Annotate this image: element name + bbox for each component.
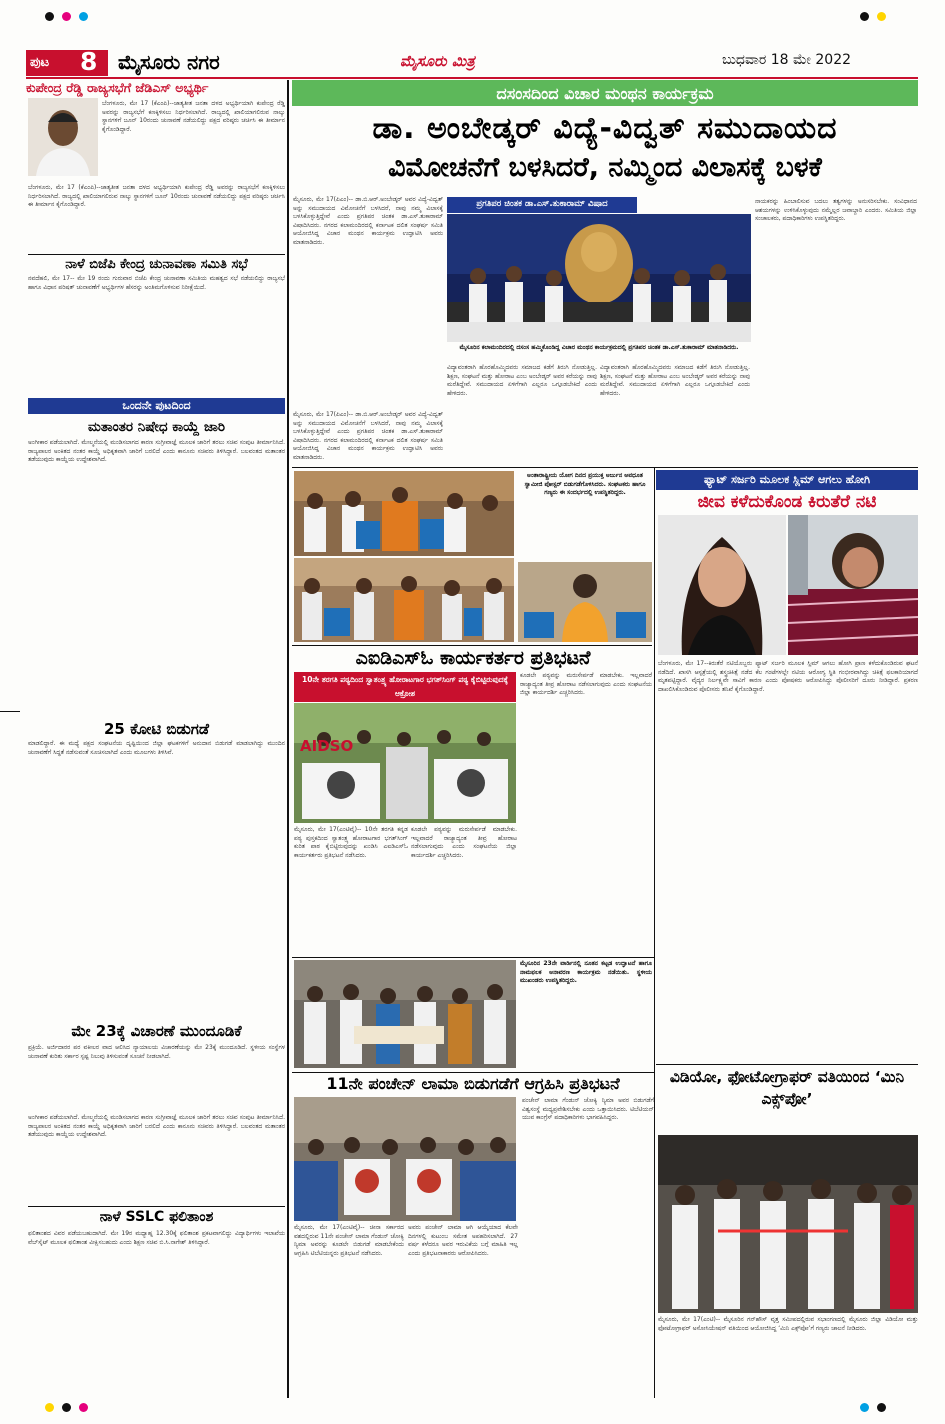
story-body: ಬೆಂಗಳೂರು, ಮೇ 17 (ಕೆಎಂಪಿ)--ಜಾತ್ಯತೀತ ಜನತಾ ದಳದ ಅಭ್ಯರ್ಥಿಯಾಗಿ ಕುಪೇಂದ್ರ ರೆಡ್ಡಿ ಅವರನ್ನು ರಾಜ್ಯಸಭೆಗೆ ಕಣಕ್ಕಿಳಿಸಲು ನಿರ್ಧರಿಸಲಾಗಿದೆ. ರಾಜ್ಯದಲ್ಲಿ ಖಾಲಿಯಾಗಲಿರುವ ನಾಲ್ಕು ಸ್ಥಾನಗಳಿಗೆ ಜೂನ್ 10ರಂದು ಚುನಾವಣೆ ನಡೆಯಲಿದ್ದು ಪಕ್ಷದ ವರಿಷ್ಠರು ಚರ್ಚಿಸಿ ಈ ತೀರ್ಮಾನ ಕೈಗೊಂಡಿದ್ದಾರೆ. [102,100,285,133]
event-stage-photo [447,214,751,342]
expo-inauguration-photo [658,1135,918,1313]
page-number: 8 [80,47,98,76]
registration-dot [860,1403,869,1412]
column-divider [287,80,289,1398]
story-body: ಮಾಡಲಿದ್ದಾರೆ. ಈ ಮಧ್ಯೆ ಪಕ್ಷದ ಸಂಘಟನೆಯ ದೃಷ್ಟಿಯಿಂದ ಜಿಲ್ಲಾ ಘಟಕಗಳಿಗೆ ಅನುದಾನ ಬಿಡುಗಡೆ ಮಾಡಲಾಗಿದ್ದು ಮುಂದಿನ ಚುನಾವಣೆಗೆ ಸಿದ್ಧತೆ ನಡೆಸುವಂತೆ ಸೂಚಿಸಲಾಗಿದೆ ಎಂದು ಮೂಲಗಳು ತಿಳಿಸಿವೆ. [28,740,285,756]
registration-dot [62,1403,71,1412]
section-rule [656,1064,918,1065]
panchen-body-right: ಪಂಚೇನ್ ಲಾಮಾ ಗೆಂಡುನ್ ಚೋಕ್ಯಿ ನ್ಯಿಮಾ ಅವರ ಬಿಡುಗಡೆಗೆ ವಿಶ್ವಸಂಸ್ಥೆ ಮಧ್ಯಪ್ರವೇಶಿಸಬೇಕು ಎಂದು ಒತ್ತಾಯಿಸಿದರು. ಟಿಬೆಟಿಯನ್ ಯುವ ಕಾಂಗ್ರೆಸ್ ಪದಾಧಿಕಾರಿಗಳು ಭಾಗವಹಿಸಿದ್ದರು. [522,1097,654,1122]
newspaper-name: ಮೈಸೂರು ಮಿತ್ರ [400,52,475,70]
masthead-rule [26,77,918,79]
main-body-mid-2: ವಿದ್ಯಾವಂತರಾಗಿ ಹೊರಹೊಮ್ಮಿದವರು ಸಮಾಜದ ಕಡೆಗೆ ತಿರುಗಿ ನೋಡುತ್ತಿಲ್ಲ. ಶಿಕ್ಷಣ, ಸಂಘಟನೆ ಮತ್ತು ಹೋರಾಟ ಎಂಬ ಅಂಬೇಡ್ಕರ್ ಅವರ ಕರೆಯನ್ನು ನಾವು ಮರೆತಿದ್ದೇವೆ. ಸಮುದಾಯದ ಏಳಿಗೆಗಾಗಿ ಎಲ್ಲರೂ ಒಗ್ಗೂಡಬೇಕಿದೆ ಎಂದು ಹೇಳಿದರು. [600,364,750,397]
aidso-body-right: ಕೂಡಲೇ ಪಠ್ಯವನ್ನು ಮರುಸೇರ್ಪಡೆ ಮಾಡಬೇಕು. ಇಲ್ಲವಾದರೆ ರಾಜ್ಯಾದ್ಯಂತ ತೀವ್ರ ಹೋರಾಟ ನಡೆಸಲಾಗುವುದು ಎಂದು ಸಂಘಟನೆಯ ಜಿಲ್ಲಾ ಕಾರ್ಯದರ್ಶಿ ಎಚ್ಚರಿಸಿದರು. [520,672,652,697]
panchen-headline: 11ನೇ ಪಂಚೇನ್ ಲಾಮಾ ಬಿಡುಗಡೆಗೆ ಆಗ್ರಹಿಸಿ ಪ್ರತಿಭಟನೆ [326,1074,620,1093]
story-headline: ಮೇ 23ಕ್ಕೆ ವಿಚಾರಣೆ ಮುಂದೂಡಿಕೆ [71,1022,242,1040]
registration-dot [45,1403,54,1412]
main-body-mid: ವಿದ್ಯಾವಂತರಾಗಿ ಹೊರಹೊಮ್ಮಿದವರು ಸಮಾಜದ ಕಡೆಗೆ ತಿರುಗಿ ನೋಡುತ್ತಿಲ್ಲ. ಶಿಕ್ಷಣ, ಸಂಘಟನೆ ಮತ್ತು ಹೋರಾಟ ಎಂಬ ಅಂಬೇಡ್ಕರ್ ಅವರ ಕರೆಯನ್ನು ನಾವು ಮರೆತಿದ್ದೇವೆ. ಸಮುದಾಯದ ಏಳಿಗೆಗಾಗಿ ಎಲ್ಲರೂ ಒಗ್ಗೂಡಬೇಕಿದೆ ಎಂದು ಹೇಳಿದರು. [447,364,597,397]
actress-kicker: ಫ್ಯಾಟ್ ಸರ್ಜರಿ ಮೂಲಕ ಸ್ಲಿಮ್ ಆಗಲು ಹೋಗಿ [704,473,870,486]
yoga-poster-release-photo [294,471,514,556]
panchen-protest-photo [294,1097,516,1221]
registration-dot [860,12,869,21]
yoga-poster-photo [518,562,652,642]
story-separator [28,254,285,255]
ward-event-photo [294,960,516,1068]
story-body-continued: ಬೆಂಗಳೂರು, ಮೇ 17 (ಕೆಎಂಪಿ)--ಜಾತ್ಯತೀತ ಜನತಾ ದಳದ ಅಭ್ಯರ್ಥಿಯಾಗಿ ಕುಪೇಂದ್ರ ರೆಡ್ಡಿ ಅವರನ್ನು ರಾಜ್ಯಸಭೆಗೆ ಕಣಕ್ಕಿಳಿಸಲು ನಿರ್ಧರಿಸಲಾಗಿದೆ. ರಾಜ್ಯದಲ್ಲಿ ಖಾಲಿಯಾಗಲಿರುವ ನಾಲ್ಕು ಸ್ಥಾನಗಳಿಗೆ ಜೂನ್ 10ರಂದು ಚುನಾವಣೆ ನಡೆಯಲಿದ್ದು ಪಕ್ಷದ ವರಿಷ್ಠರು ಚರ್ಚಿಸಿ ಈ ತೀರ್ಮಾನ ಕೈಗೊಂಡಿದ್ದಾರೆ. [28,184,285,209]
registration-dot [45,12,54,21]
registration-dot [62,12,71,21]
main-body-right: ನಾಯಕರನ್ನು ಹಿಂಬಾಲಿಸುವ ಬದಲು ತತ್ವಗಳನ್ನು ಅನುಸರಿಸಬೇಕು. ಸಂವಿಧಾನದ ಆಶಯಗಳನ್ನು ಉಳಿಸಿಕೊಳ್ಳುವುದು ನಮ್ಮೆಲ್ಲರ ಜವಾಬ್ದಾರಿ ಎಂದರು. ಸಮಿತಿಯ ಜಿಲ್ಲಾ ಸಂಚಾಲಕರು, ಪದಾಧಿಕಾರಿಗಳು ಉಪಸ್ಥಿತರಿದ್ದರು. [755,198,917,223]
aidso-subhead: 10ನೇ ತರಗತಿ ಪಠ್ಯದಿಂದ ಸ್ವಾತಂತ್ರ್ಯ ಹೋರಾಟಗಾರ ಭಗತ್‌ಸಿಂಗ್ ಪಠ್ಯ ಕೈಬಿಟ್ಟಿರುವುದಕ್ಕೆ ಆಕ್ರೋಶ [302,675,508,698]
story-body-continued: ಅಂಗೀಕಾರ ಪಡೆಯಲಾಗಿದೆ. ಮೇಲ್ಮನೆಯಲ್ಲಿ ಮಂಡಿಸಲಾಗದ ಕಾರಣ ಸುಗ್ರೀವಾಜ್ಞೆ ಮೂಲಕ ಜಾರಿಗೆ ತರಲು ಸಚಿವ ಸಂಪುಟ ತೀರ್ಮಾನಿಸಿದೆ. ರಾಜ್ಯಪಾಲರ ಅಂಕಿತದ ನಂತರ ಕಾಯ್ದೆ ಅಧಿಕೃತವಾಗಿ ಜಾರಿಗೆ ಬರಲಿದೆ ಎಂದು ಕಾನೂನು ಸಚಿವರು ತಿಳಿಸಿದ್ದಾರೆ. ಬಲವಂತದ ಮತಾಂತರ ತಡೆಯುವುದು ಕಾಯ್ದೆಯ ಉದ್ದೇಶವಾಗಿದೆ. [28,1114,285,1139]
aidso-protest-photo [294,703,516,823]
main-body-left-2: ಮೈಸೂರು, ಮೇ 17(ಪಿಎಂ)-- ಡಾ.ಬಿ.ಆರ್.ಅಂಬೇಡ್ಕರ್ ಅವರ ವಿದ್ಯೆ-ವಿದ್ವತ್ ಅನ್ನು ಸಮುದಾಯದ ವಿಮೋಚನೆಗೆ ಬಳಸಿದರೆ, ನಾವು ನಮ್ಮ ವಿಲಾಸಕ್ಕೆ ಬಳಸಿಕೊಳ್ಳುತ್ತಿದ್ದೇವೆ ಎಂದು ಪ್ರಗತಿಪರ ಚಿಂತಕ ಡಾ.ಎಸ್.ತುಕಾರಾಮ್ ವಿಷಾದಿಸಿದರು. ನಗರದ ಕಲಾಮಂದಿರದಲ್ಲಿ ಕರ್ನಾಟಕ ದಲಿತ ಸಂಘರ್ಷ ಸಮಿತಿ ಆಯೋಜಿಸಿದ್ದ ವಿಚಾರ ಮಂಥನ ಕಾರ್ಯಕ್ರಮ ಉದ್ಘಾಟಿಸಿ ಅವರು ಮಾತನಾಡಿದರು. [293,411,443,461]
aidso-body-left: ಮೈಸೂರು, ಮೇ 17(ಎಂಟಿವೈ)-- 10ನೇ ತರಗತಿ ಕನ್ನಡ ಪಠ್ಯ ಪುಸ್ತಕದಿಂದ ಸ್ವಾತಂತ್ರ್ಯ ಹೋರಾಟಗಾರ ಭಗತ್‌ಸಿಂಗ್ ಕುರಿತ ಪಾಠ ಕೈಬಿಟ್ಟಿರುವುದನ್ನು ಖಂಡಿಸಿ ಎಐಡಿಎಸ್‌ಓ ಕಾರ್ಯಕರ್ತರು ಪ್ರತಿಭಟನೆ ನಡೆಸಿದರು. [294,826,408,859]
registration-dot [877,1403,886,1412]
main-body-left: ಮೈಸೂರು, ಮೇ 17(ಪಿಎಂ)-- ಡಾ.ಬಿ.ಆರ್.ಅಂಬೇಡ್ಕರ್ ಅವರ ವಿದ್ಯೆ-ವಿದ್ವತ್ ಅನ್ನು ಸಮುದಾಯದ ವಿಮೋಚನೆಗೆ ಬಳಸಿದರೆ, ನಾವು ನಮ್ಮ ವಿಲಾಸಕ್ಕೆ ಬಳಸಿಕೊಳ್ಳುತ್ತಿದ್ದೇವೆ ಎಂದು ಪ್ರಗತಿಪರ ಚಿಂತಕ ಡಾ.ಎಸ್.ತುಕಾರಾಮ್ ವಿಷಾದಿಸಿದರು. ನಗರದ ಕಲಾಮಂದಿರದಲ್ಲಿ ಕರ್ನಾಟಕ ದಲಿತ ಸಂಘರ್ಷ ಸಮಿತಿ ಆಯೋಜಿಸಿದ್ದ ವಿಚಾರ ಮಂಥನ ಕಾರ್ಯಕ್ರಮ ಉದ್ಘಾಟಿಸಿ ಅವರು ಮಾತನಾಡಿದರು. [293,196,443,246]
politician-portrait [28,98,98,176]
story-body: ನವದೆಹಲಿ, ಮೇ 17-- ಮೇ 19 ರಂದು ಗುರುವಾರ ಬಿಜೆಪಿ ಕೇಂದ್ರ ಚುನಾವಣಾ ಸಮಿತಿಯ ಮಹತ್ವದ ಸಭೆ ನಡೆಯಲಿದ್ದು ರಾಜ್ಯಸಭೆ ಹಾಗೂ ವಿಧಾನ ಪರಿಷತ್ ಚುನಾವಣೆಗೆ ಅಭ್ಯರ್ಥಿಗಳ ಹೆಸರನ್ನು ಅಂತಿಮಗೊಳಿಸುವ ನಿರೀಕ್ಷೆಯಿದೆ. [28,275,285,291]
panchen-body-mid: ಅವರು ಪಂಚೇನ್ ಲಾಮಾ ಆಗಿ ಆಯ್ಕೆಯಾದ ಕೆಲವೇ ದಿನಗಳಲ್ಲಿ ಕುಟುಂಬ ಸಮೇತ ಅಪಹರಿಸಲಾಗಿದೆ. 27 ವರ್ಷ ಕಳೆದರೂ ಅವರ ಇರುವಿಕೆಯ ಬಗ್ಗೆ ಮಾಹಿತಿ ಇಲ್ಲ ಎಂದು ಪ್ರತಿಭಟನಾಕಾರರು ಆರೋಪಿಸಿದರು. [408,1224,518,1257]
registration-dot [79,12,88,21]
section-divider-label: ಒಂದನೇ ಪುಟದಿಂದ [122,399,191,412]
story-headline: 25 ಕೋಟಿ ಬಿಡುಗಡೆ [103,720,210,738]
story-body: ಫಲಿತಾಂಶದ ವಿವರ ಪಡೆಯಬಹುದಾಗಿದೆ. ಮೇ 19ರ ಮಧ್ಯಾಹ್ನ 12.30ಕ್ಕೆ ಫಲಿತಾಂಶ ಪ್ರಕಟವಾಗಲಿದ್ದು ವಿದ್ಯಾರ್ಥಿಗಳು ಇಲಾಖೆಯ ವೆಬ್‌ಸೈಟ್ ಮೂಲಕ ಫಲಿತಾಂಶ ವೀಕ್ಷಿಸಬಹುದು ಎಂದು ಶಿಕ್ಷಣ ಸಚಿವ ಬಿ.ಸಿ.ನಾಗೇಶ್ ತಿಳಿಸಿದ್ದಾರೆ. [28,1230,285,1246]
section-name: ಮೈಸೂರು ನಗರ [118,50,220,74]
story-headline: ನಾಳೆ SSLC ಫಲಿತಾಂಶ [99,1209,214,1225]
expo-body: ಮೈಸೂರು, ಮೇ 17(ಎಂಟಿ)-- ಮೈಸೂರಿನ ಗನ್‌ಹೌಸ್ ವೃತ್ತ ಸಮೀಪದಲ್ಲಿರುವ ಸಭಾಂಗಣದಲ್ಲಿ ಮೈಸೂರು ಜಿಲ್ಲಾ ವಿಡಿಯೋ ಮತ್ತು ಫೋಟೋಗ್ರಾಫರ್ ಅಸೋಸಿಯೇಷನ್ ವತಿಯಿಂದ ಆಯೋಜಿಸಿದ್ದ ‘ಮಿನಿ ಎಕ್ಸ್‌ಪೋ’ಗೆ ಗಣ್ಯರು ಚಾಲನೆ ನೀಡಿದರು. [658,1316,918,1332]
section-rule [292,957,654,958]
aidso-body-mid: ಕೂಡಲೇ ಪಠ್ಯವನ್ನು ಮರುಸೇರ್ಪಡೆ ಮಾಡಬೇಕು. ಇಲ್ಲವಾದರೆ ರಾಜ್ಯಾದ್ಯಂತ ತೀವ್ರ ಹೋರಾಟ ನಡೆಸಲಾಗುವುದು ಎಂದು ಸಂಘಟನೆಯ ಜಿಲ್ಲಾ ಕಾರ್ಯದರ್ಶಿ ಎಚ್ಚರಿಸಿದರು. [411,826,517,859]
main-kicker: ದಸಂಸದಿಂದ ವಿಚಾರ ಮಂಥನ ಕಾರ್ಯಕ್ರಮ [496,84,714,103]
actress-hospital-photo [788,515,918,655]
main-subhead: ಪ್ರಗತಿಪರ ಚಿಂತಕ ಡಾ.ಎಸ್.ತುಕಾರಾಮ್ ವಿಷಾದ [476,199,608,209]
actress-portrait-photo [658,515,786,655]
photo-caption: ಮೈಸೂರಿನ ಕಲಾಮಂದಿರದಲ್ಲಿ ದಸಂಸ ಹಮ್ಮಿಕೊಂಡಿದ್ದ ವಿಚಾರ ಮಂಥನ ಕಾರ್ಯಕ್ರಮದಲ್ಲಿ ಪ್ರಗತಿಪರ ಚಿಂತಕ ಡಾ.ಎಸ್.ತುಕಾರಾಮ್ ಮಾತನಾಡಿದರು. [459,344,739,351]
story-headline: ನಾಳೆ ಬಿಜೆಪಿ ಕೇಂದ್ರ ಚುನಾವಣಾ ಸಮಿತಿ ಸಭೆ [65,257,248,272]
margin-mark [0,711,20,712]
story-body: ಪ್ರಕ್ರಿಯೆ. ಅರ್ಜಿದಾರರ ಪರ ವಕೀಲರ ವಾದ ಆಲಿಸಿದ ನ್ಯಾಯಾಲಯ ವಿಚಾರಣೆಯನ್ನು ಮೇ 23ಕ್ಕೆ ಮುಂದೂಡಿದೆ. ಸ್ಥಳೀಯ ಸಂಸ್ಥೆಗಳ ಚುನಾವಣೆ ಕುರಿತು ಸರ್ಕಾರ ಸ್ಪಷ್ಟ ನಿಲುವು ತಿಳಿಸುವಂತೆ ಸೂಚನೆ ನೀಡಲಾಗಿದೆ. [28,1044,285,1060]
story-headline: ಮತಾಂತರ ನಿಷೇಧ ಕಾಯ್ದೆ ಜಾರಿ [87,419,225,435]
registration-dot [877,12,886,21]
aidso-headline: ಎಐಡಿಎಸ್‌ಓ ಕಾರ್ಯಕರ್ತರ ಪ್ರತಿಭಟನೆ [355,647,591,669]
issue-date: ಬುಧವಾರ 18 ಮೇ 2022 [722,52,852,68]
actress-story-body: ಬೆಂಗಳೂರು, ಮೇ 17--ಕಿರುತೆರೆ ನಟಿಯೊಬ್ಬರು ಫ್ಯಾಟ್ ಸರ್ಜರಿ ಮೂಲಕ ಸ್ಲಿಮ್ ಆಗಲು ಹೋಗಿ ಪ್ರಾಣ ಕಳೆದುಕೊಂಡಿರುವ ಘಟನೆ ನಡೆದಿದೆ. ಖಾಸಗಿ ಆಸ್ಪತ್ರೆಯಲ್ಲಿ ಶಸ್ತ್ರಚಿಕಿತ್ಸೆ ನಡೆದ ಕೆಲ ಗಂಟೆಗಳಲ್ಲೇ ನಟಿಯ ಆರೋಗ್ಯ ಸ್ಥಿತಿ ಗಂಭೀರವಾಗಿದ್ದು ಚಿಕಿತ್ಸೆ ಫಲಕಾರಿಯಾಗದೆ ಮೃತಪಟ್ಟಿದ್ದಾರೆ. ವೈದ್ಯರ ನಿರ್ಲಕ್ಷ್ಯವೇ ಸಾವಿಗೆ ಕಾರಣ ಎಂದು ಪೋಷಕರು ಆರೋಪಿಸಿದ್ದು ಪೊಲೀಸರಿಗೆ ದೂರು ನೀಡಿದ್ದಾರೆ. ಪ್ರಕರಣ ದಾಖಲಿಸಿಕೊಂಡಿರುವ ಪೊಲೀಸರು ತನಿಖೆ ಕೈಗೊಂಡಿದ್ದಾರೆ. [658,660,918,693]
panchen-body-left: ಮೈಸೂರು, ಮೇ 17(ಎಂಟಿವೈ)-- ಚೀನಾ ಸರ್ಕಾರದ ವಶದಲ್ಲಿರುವ 11ನೇ ಪಂಚೇನ್ ಲಾಮಾ ಗೆಂಡುನ್ ಚೋಕ್ಯಿ ನ್ಯಿಮಾ ಅವರನ್ನು ಕೂಡಲೇ ಬಿಡುಗಡೆ ಮಾಡಬೇಕೆಂದು ಆಗ್ರಹಿಸಿ ಟಿಬೆಟಿಯನ್ನರು ಪ್ರತಿಭಟನೆ ನಡೆಸಿದರು. [294,1224,404,1257]
yoga-group-photo [294,558,514,642]
ward-event-caption: ಮೈಸೂರಿನ 23ನೇ ವಾರ್ಡಿನಲ್ಲಿ ನೂತನ ಕಟ್ಟಡ ಉದ್ಘಾಟನೆ ಹಾಗೂ ನಾಮಫಲಕ ಅನಾವರಣ ಕಾರ್ಯಕ್ರಮ ನಡೆಯಿತು. ಸ್ಥಳೀಯ ಮುಖಂಡರು ಉಪಸ್ಥಿತರಿದ್ದರು. [520,960,652,985]
actress-headline: ಜೀವ ಕಳೆದುಕೊಂಡ ಕಿರುತೆರೆ ನಟಿ [697,492,877,512]
column-divider [654,468,655,1398]
section-rule [292,467,918,468]
aidso-banner-text: AIDSO [300,737,354,755]
story-body: ಅಂಗೀಕಾರ ಪಡೆಯಲಾಗಿದೆ. ಮೇಲ್ಮನೆಯಲ್ಲಿ ಮಂಡಿಸಲಾಗದ ಕಾರಣ ಸುಗ್ರೀವಾಜ್ಞೆ ಮೂಲಕ ಜಾರಿಗೆ ತರಲು ಸಚಿವ ಸಂಪುಟ ತೀರ್ಮಾನಿಸಿದೆ. ರಾಜ್ಯಪಾಲರ ಅಂಕಿತದ ನಂತರ ಕಾಯ್ದೆ ಅಧಿಕೃತವಾಗಿ ಜಾರಿಗೆ ಬರಲಿದೆ ಎಂದು ಕಾನೂನು ಸಚಿವರು ತಿಳಿಸಿದ್ದಾರೆ. ಬಲವಂತದ ಮತಾಂತರ ತಡೆಯುವುದು ಕಾಯ್ದೆಯ ಉದ್ದೇಶವಾಗಿದೆ. [28,439,285,464]
main-headline-line1: ಡಾ. ಅಂಬೇಡ್ಕರ್ ವಿದ್ಯೆ-ವಿದ್ವತ್ ಸಮುದಾಯದ [372,111,838,146]
yoga-caption: ಅಂತಾರಾಷ್ಟ್ರೀಯ ಯೋಗ ದಿನದ ಪ್ರಯುಕ್ತ ಅರ್ಜುನ ಅವಧೂತ ಸ್ವಾಮೀಜಿ ಪೋಸ್ಟರ್ ಬಿಡುಗಡೆಗೊಳಿಸಿದರು. ಸಂಘಟಕರು ಹಾಗೂ ಗಣ್ಯರು ಈ ಸಂದರ್ಭದಲ್ಲಿ ಉಪಸ್ಥಿತರಿದ್ದರು. [524,472,646,497]
expo-headline: ವಿಡಿಯೋ, ಫೋಟೋಗ್ರಾಫರ್ ವತಿಯಿಂದ ‘ಮಿನಿ ಎಕ್ಸ್‌ಪೋ’ [669,1068,905,1108]
page-label: ಪುಟ [30,55,50,70]
story-headline: ಕುಪೇಂದ್ರ ರೆಡ್ಡಿ ರಾಜ್ಯಸಭೆಗೆ ಜೆಡಿಎಸ್ ಅಭ್ಯರ್ಥಿ [26,80,209,95]
main-headline-line2: ವಿಮೋಚನೆಗೆ ಬಳಸಿದರೆ, ನಮ್ಮಿಂದ ವಿಲಾಸಕ್ಕೆ ಬಳಕೆ [388,152,822,183]
registration-dot [79,1403,88,1412]
section-rule [292,1072,654,1073]
story-separator [28,1206,285,1207]
